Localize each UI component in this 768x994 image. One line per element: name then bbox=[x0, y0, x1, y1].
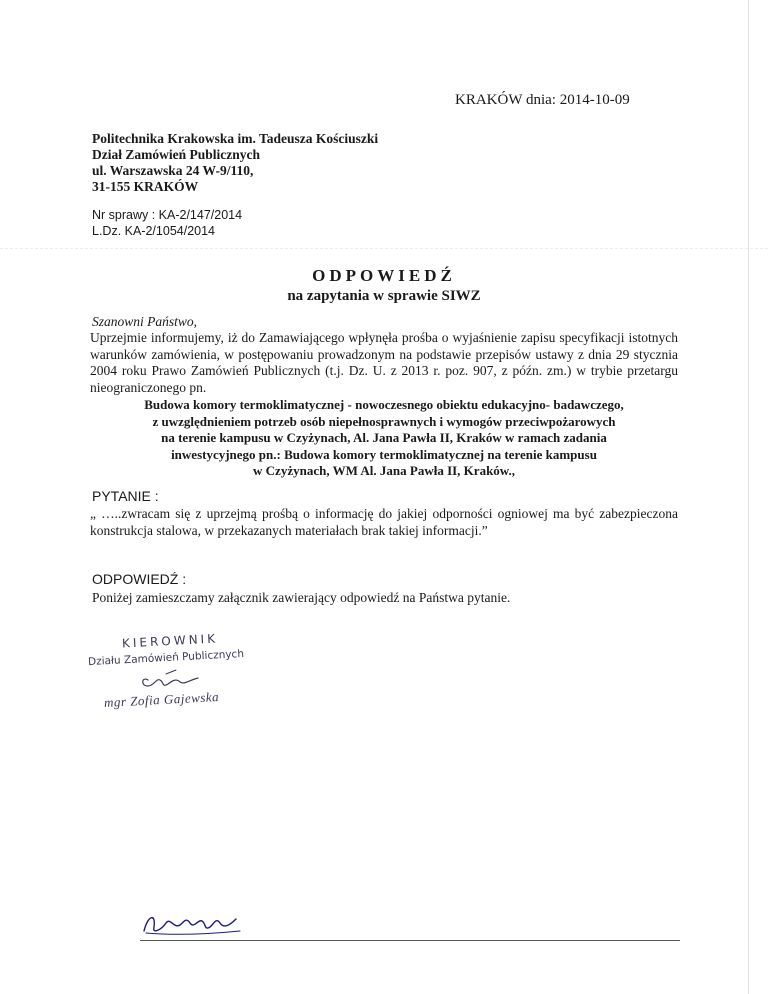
stamp-title: KIEROWNIK bbox=[121, 631, 219, 651]
project-line: w Czyżynach, WM Al. Jana Pawła II, Kraków., bbox=[253, 463, 515, 478]
references bbox=[92, 207, 242, 239]
signature-line bbox=[140, 940, 680, 941]
question-text: „ …..zwracam się z uprzejmą prośbą o informację do jakiej odporności ogniowej ma być zabezpieczona konstrukcja stalowa, w przekazanych materiałach brak takiej informacji.” bbox=[90, 506, 678, 538]
project-line: Budowa komory termoklimatycznej - nowoczesnego obiektu edukacyjno- badawczego, bbox=[144, 397, 624, 412]
greeting: Szanowni Państwo, bbox=[92, 314, 198, 329]
question-label: PYTANIE : bbox=[92, 488, 159, 504]
handwritten-signature-icon bbox=[140, 905, 250, 939]
official-stamp bbox=[86, 630, 286, 725]
answer-label: ODPOWIEDŹ : bbox=[92, 571, 187, 587]
date-line: KRAKÓW dnia: 2014-10-09 bbox=[455, 92, 630, 108]
project-name bbox=[90, 397, 678, 480]
intro-paragraph: Uprzejmie informujemy, iż do Zamawiającego wpłynęła prośba o wyjaśnienie zapisu specyfikacji istotnych warunków zamówienia, w postępowaniu prowadzonym na podstawie przepisów ustawy z dnia 29 stycznia 2004 roku Prawo Zamówień Publicznych (t.j. Dz. U. z 2013 r. poz. 907, z późn. zm.) w trybie przetargu nieograniczonego pn. bbox=[90, 330, 678, 395]
fold-line bbox=[0, 248, 768, 249]
sender-line: ul. Warszawska 24 W-9/110, bbox=[92, 163, 254, 178]
stamp-name: mgr Zofia Gajewska bbox=[103, 688, 220, 711]
ldz-number: L.Dz. KA-2/1054/2014 bbox=[92, 224, 215, 238]
case-number: Nr sprawy : KA-2/147/2014 bbox=[92, 208, 243, 222]
stamp-signature-icon bbox=[136, 666, 206, 692]
stamp-department: Działu Zamówień Publicznych bbox=[87, 647, 245, 669]
sender-line: Politechnika Krakowska im. Tadeusza Kościuszki bbox=[92, 131, 379, 146]
sender-address bbox=[92, 131, 378, 195]
project-line: z uwzględnieniem potrzeb osób niepełnosprawnych i wymogów przeciwpożarowych bbox=[152, 413, 616, 429]
sender-line: Dział Zamówień Publicznych bbox=[92, 147, 260, 162]
document-title: ODPOWIEDŹ bbox=[312, 266, 456, 285]
document-subtitle: na zapytania w sprawie SIWZ bbox=[287, 288, 481, 304]
answer-text: Poniżej zamieszczamy załącznik zawierający odpowiedź na Państwa pytanie. bbox=[92, 590, 511, 605]
project-line: na terenie kampusu w Czyżynach, Al. Jana Pawła II, Kraków w ramach zadania bbox=[161, 430, 607, 445]
page-edge-line bbox=[748, 0, 749, 994]
sender-line: 31-155 KRAKÓW bbox=[92, 179, 199, 194]
project-line: inwestycyjnego pn.: Budowa komory termoklimatycznej na terenie kampusu bbox=[171, 446, 597, 462]
